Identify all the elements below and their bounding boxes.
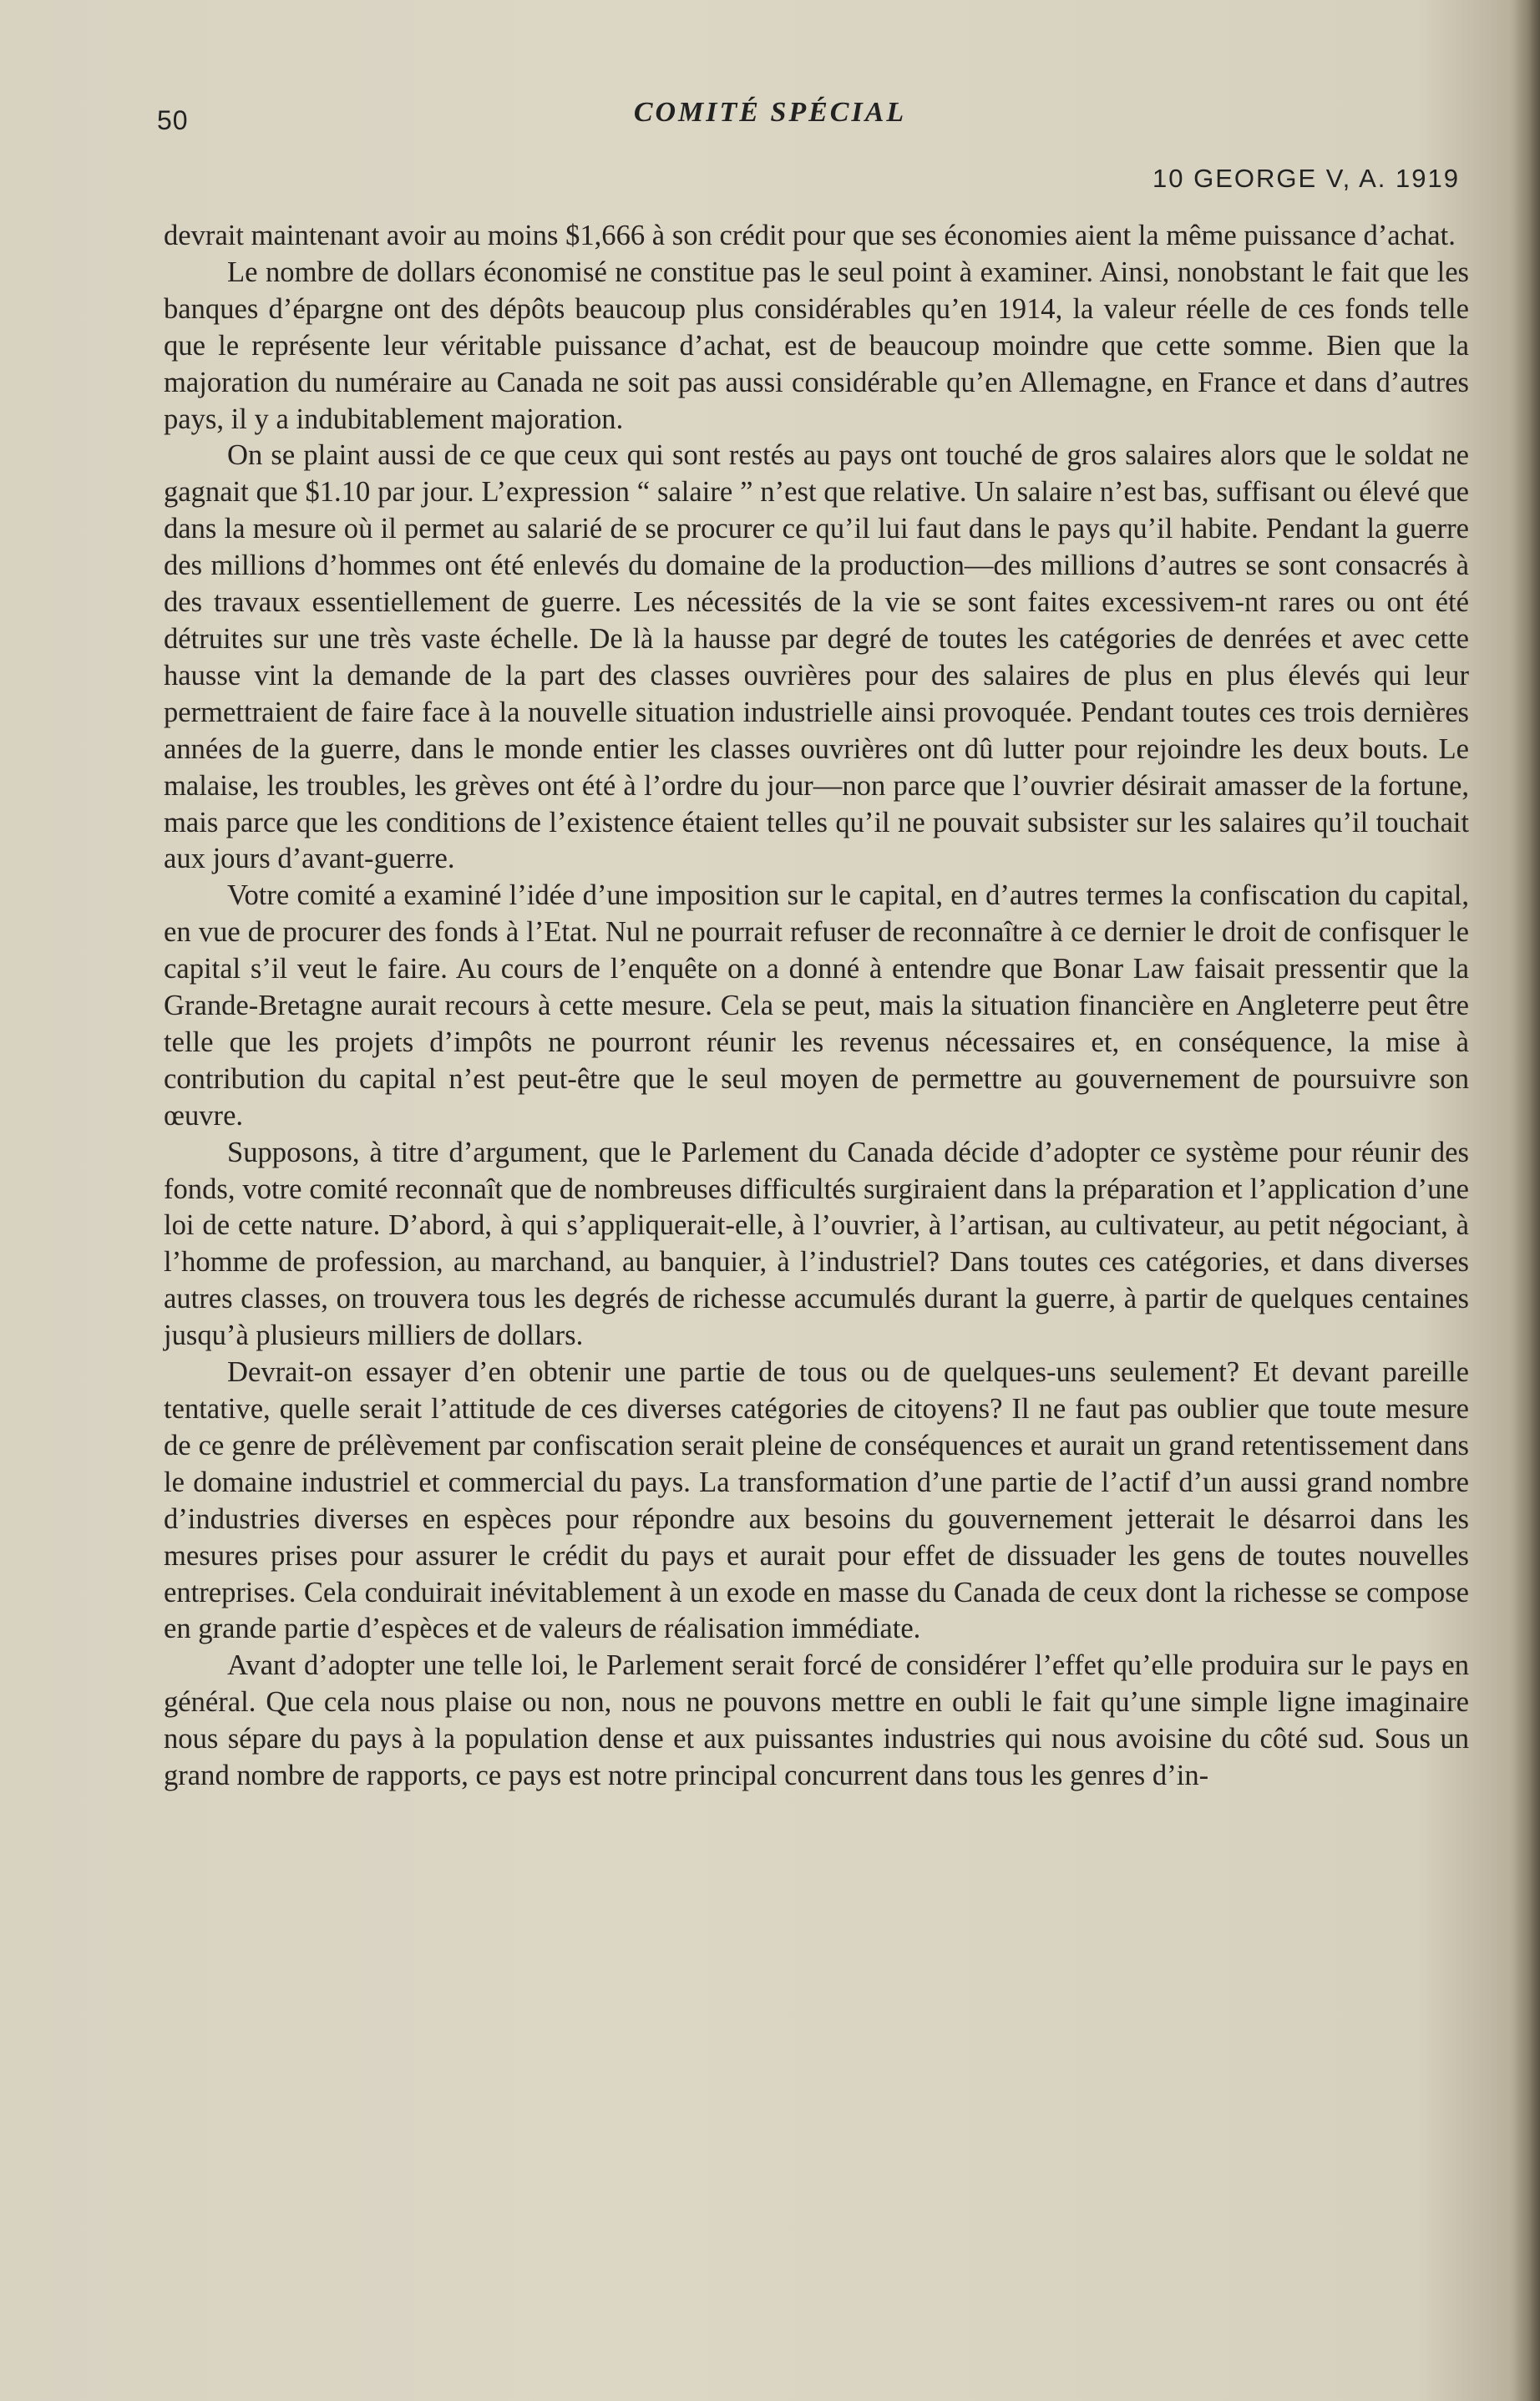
- page-number: 50: [157, 105, 189, 135]
- session-reference: 10 GEORGE V, A. 1919: [1152, 164, 1460, 193]
- paragraph: Devrait-on essayer d’en obtenir une partie de tous ou de quelques-uns seulement? Et devant pareille tentative, quelle serait l’attitude de ces diverses catégories de citoyens? Il ne faut pas oublier que toute mesure de ce genre de prélèvement par confiscation serait pleine de conséquences et aurait un grand retentissement dans le domaine industriel et commercial du pays. La transformation d’une partie de l’actif d’un aussi grand nombre d’industries diverses en espèces pour répondre aux besoins du gouvernement jetterait le désarroi dans les mesures prises pour assurer le crédit du pays et aurait pour effet de dissuader les gens de toutes nouvelles entreprises. Cela conduirait inévitablement à un exode en masse du Canada de ceux dont la richesse se compose en grande partie d’espèces et de valeurs de réalisation immédiate.: [164, 1356, 1469, 1645]
- body-text: [164, 218, 1469, 1795]
- paragraph: Avant d’adopter une telle loi, le Parlement serait forcé de considérer l’effet qu’elle produira sur le pays en général. Que cela nous plaise ou non, nous ne pouvons mettre en oubli le fait qu’une simple ligne imaginaire nous sépare du pays à la population dense et aux puissantes industries qui nous avoisine du côté sud. Sous un grand nombre de rapports, ce pays est notre principal concurrent dans tous les genres d’in-: [164, 1649, 1469, 1792]
- page-edge-shadow: [1513, 0, 1540, 2401]
- paragraph: Le nombre de dollars économisé ne constitue pas le seul point à examiner. Ainsi, nonobstant le fait que les banques d’épargne ont des dépôts beaucoup plus considérables qu’en 1914, la valeur réelle de ces fonds telle que le représente leur véritable puissance d’achat, est de beaucoup moindre que cette somme. Bien que la majoration du numéraire au Canada ne soit pas aussi considérable qu’en Allemagne, en France et dans d’autres pays, il y a indubitablement majoration.: [164, 256, 1469, 435]
- paragraph: Supposons, à titre d’argument, que le Parlement du Canada décide d’adopter ce système pour réunir des fonds, votre comité reconnaît que de nombreuses difficultés surgiraient dans la préparation et l’application d’une loi de cette nature. D’abord, à qui s’appliquerait-elle, à l’ouvrier, à l’artisan, au cultivateur, au petit négociant, à l’homme de profession, au marchand, au banquier, à l’industriel? Dans toutes ces catégories, et dans diverses autres classes, on trouvera tous les degrés de richesse accumulés durant la guerre, à partir de quelques centaines jusqu’à plusieurs milliers de dollars.: [164, 1136, 1469, 1352]
- paragraph: On se plaint aussi de ce que ceux qui sont restés au pays ont touché de gros salaires alors que le soldat ne gagnait que $1.10 par jour. L’expression “ salaire ” n’est que relative. Un salaire n’est bas, suffisant ou élevé que dans la mesure où il permet au salarié de se procurer ce qu’il lui faut dans le pays qu’il habite. Pendant la guerre des millions d’hommes ont été enlevés du domaine de la production—des millions d’autres se sont consacrés à des travaux essentiellement de guerre. Les nécessités de la vie se sont faites excessivem-nt rares ou ont été détruites sur une très vaste échelle. De là la hausse par degré de toutes les catégories de denrées et avec cette hausse vint la demande de la part des classes ouvrières pour des salaires de plus en plus élevés qui leur permettraient de faire face à la nouvelle situation industrielle ainsi provoquée. Pendant toutes ces trois dernières années de la guerre, dans le monde entier les classes ouvrières ont dû lutter pour rejoindre les deux bouts. Le malaise, les troubles, les grèves ont été à l’ordre du jour—non parce que l’ouvrier désirait amasser de la fortune, mais parce que les conditions de l’existence étaient telles qu’il ne pouvait subsister sur les salaires qu’il touchait aux jours d’avant-guerre.: [164, 439, 1469, 875]
- paragraph: Votre comité a examiné l’idée d’une imposition sur le capital, en d’autres termes la confiscation du capital, en vue de procurer des fonds à l’Etat. Nul ne pourrait refuser de reconnaître à ce dernier le droit de confisquer le capital s’il veut le faire. Au cours de l’enquête on a donné à entendre que Bonar Law faisait pressentir que la Grande-Bretagne aurait recours à cette mesure. Cela se peut, mais la situation financière en Angleterre peut être telle que les projets d’impôts ne pourront réunir les revenus nécessaires et, en conséquence, la mise à contribution du capital n’est peut-être que le seul moyen de permettre au gouvernement de poursuivre son œuvre.: [164, 879, 1469, 1132]
- running-title: COMITÉ SPÉCIAL: [633, 97, 907, 128]
- paragraph-continued: devrait maintenant avoir au moins $1,666 à son crédit pour que ses économies aient la même puissance d’achat.: [164, 220, 1456, 251]
